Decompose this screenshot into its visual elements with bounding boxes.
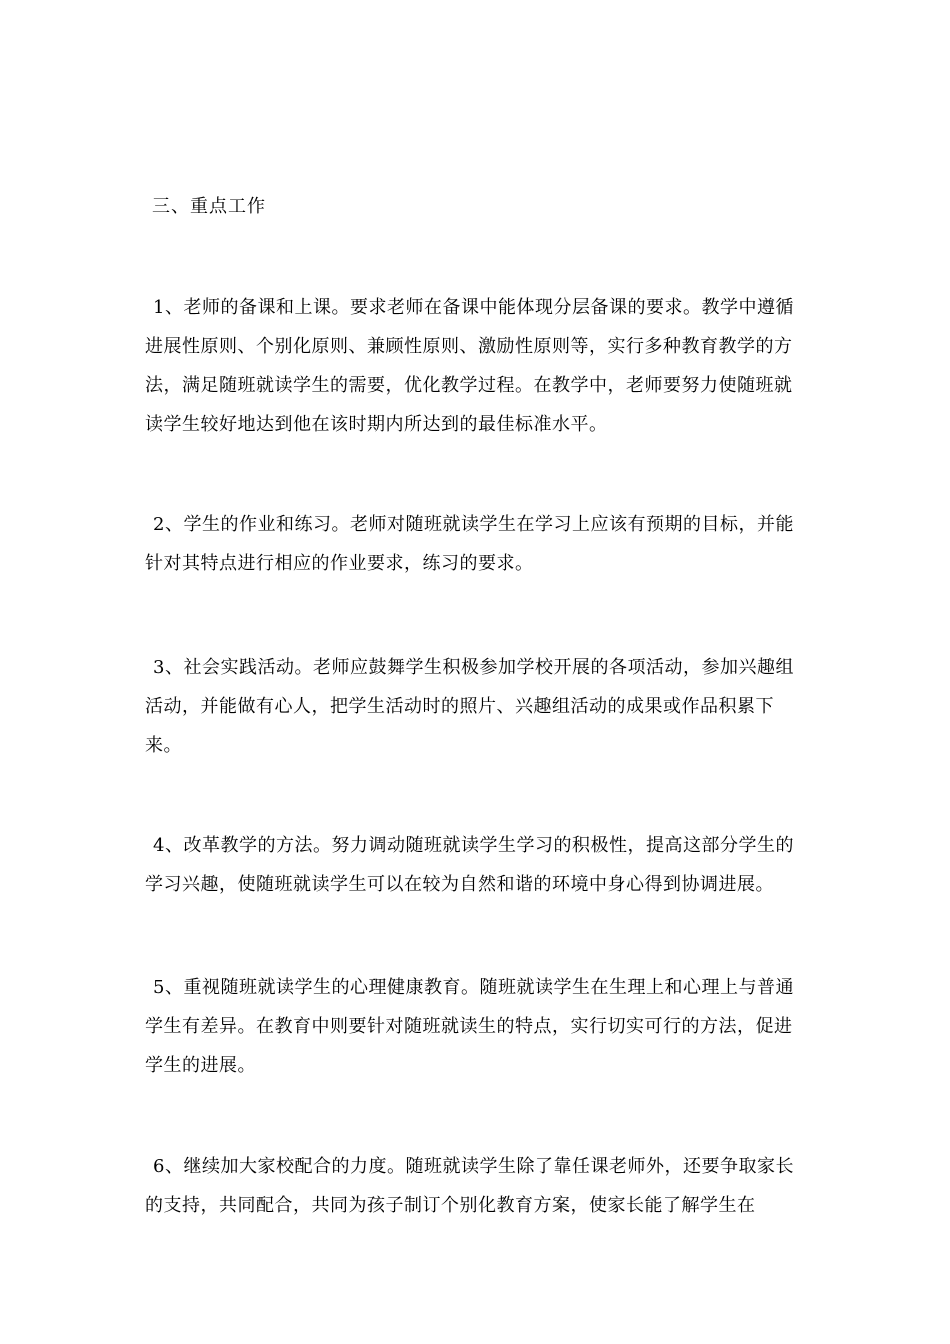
paragraph-3: 3、社会实践活动。老师应鼓舞学生积极参加学校开展的各项活动，参加兴趣组活动，并能做有心人，把学生活动时的照片、兴趣组活动的成果或作品积累下来。: [145, 657, 794, 756]
section-heading: 三、重点工作: [152, 196, 266, 217]
paragraph-5: 5、重视随班就读学生的心理健康教育。随班就读学生在生理上和心理上与普通学生有差异。在教育中则要针对随班就读生的特点，实行切实可行的方法，促进学生的进展。: [145, 977, 794, 1076]
paragraph-2: 2、学生的作业和练习。老师对随班就读学生在学习上应该有预期的目标，并能针对其特点进行相应的作业要求，练习的要求。: [145, 514, 794, 574]
paragraph-6: 6、继续加大家校配合的力度。随班就读学生除了靠任课老师外，还要争取家长的支持，共同配合，共同为孩子制订个别化教育方案，使家长能了解学生在: [145, 1156, 794, 1216]
paragraph-4: 4、改革教学的方法。努力调动随班就读学生学习的积极性，提高这部分学生的学习兴趣，使随班就读学生可以在较为自然和谐的环境中身心得到协调进展。: [145, 835, 794, 895]
paragraph-1: 1、老师的备课和上课。要求老师在备课中能体现分层备课的要求。教学中遵循进展性原则、个别化原则、兼顾性原则、激励性原则等，实行多种教育教学的方法，满足随班就读学生的需要，优化教学过程。在教学中，老师要努力使随班就读学生较好地达到他在该时期内所达到的最佳标准水平。: [145, 297, 794, 435]
